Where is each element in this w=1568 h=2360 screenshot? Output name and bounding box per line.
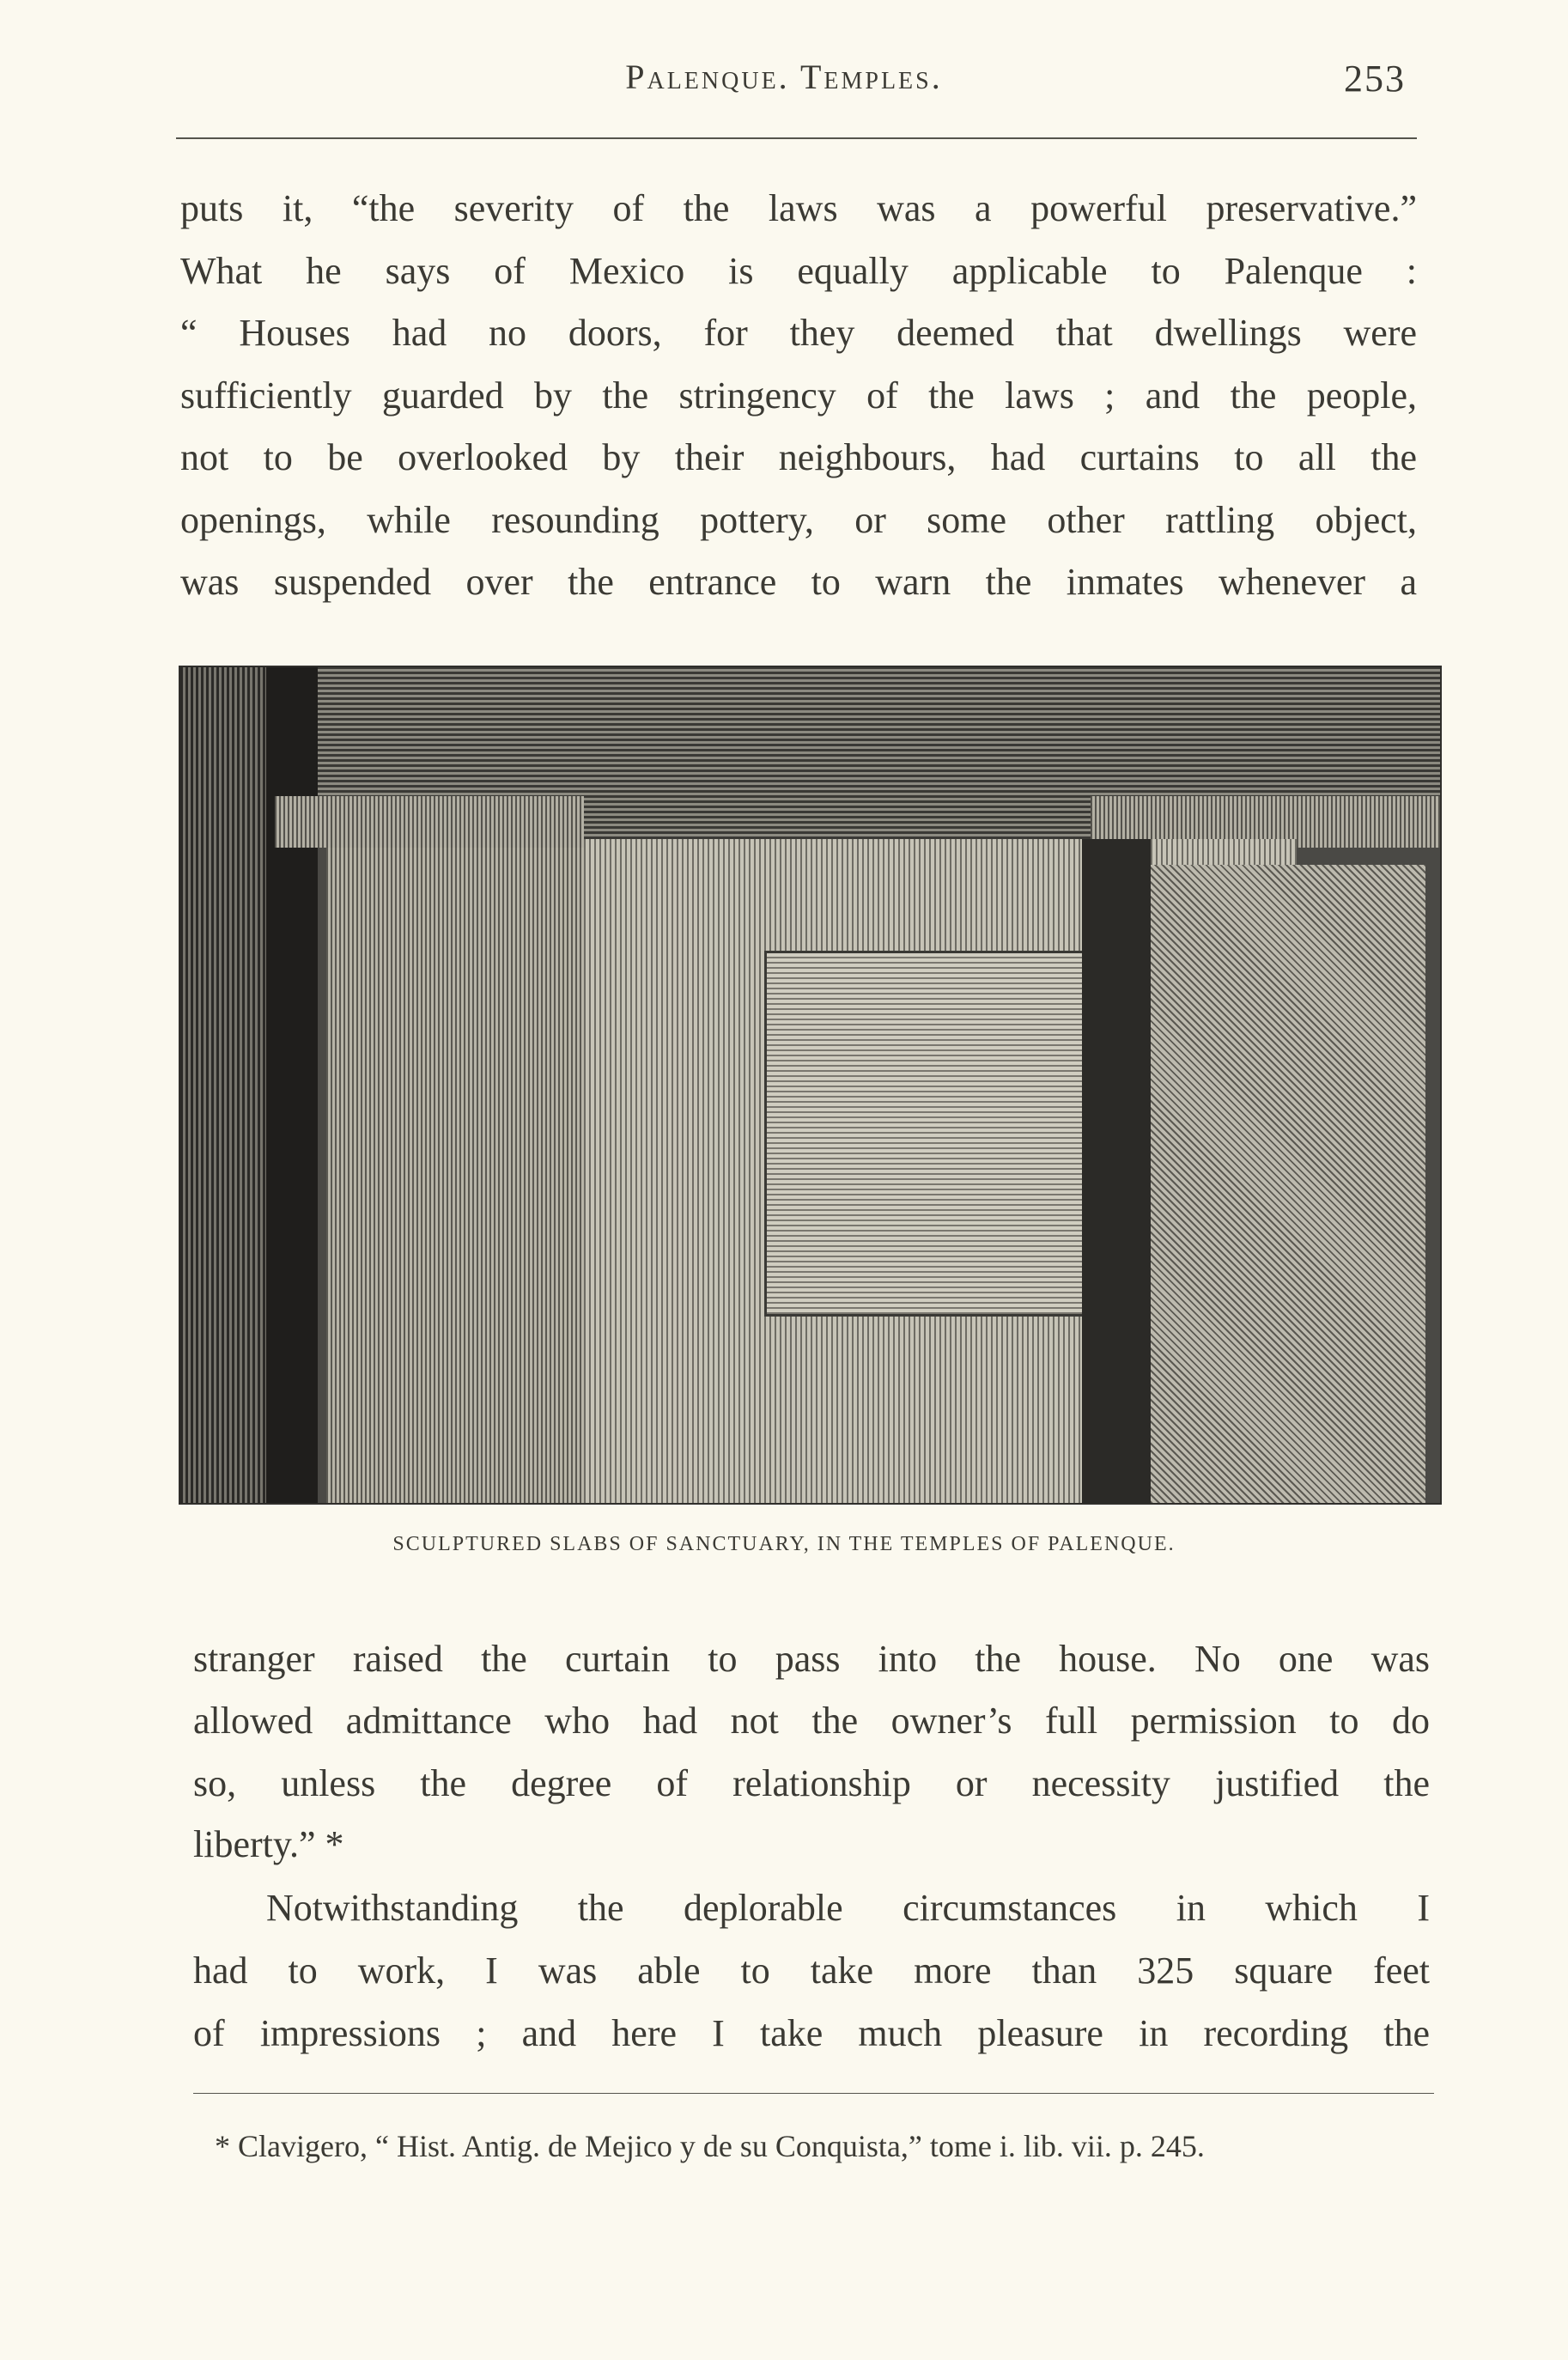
- text-line: was suspended over the entrance to warn the inmates whenever a: [180, 561, 1417, 603]
- text-line: so, unless the degree of relationship or necessity justified the: [193, 1762, 1430, 1804]
- text-line: sufficiently guarded by the stringency of the laws ; and the people,: [180, 374, 1417, 417]
- text-line: not to be overlooked by their neighbours, had curtains to all the: [180, 436, 1417, 478]
- page-number: 253: [1344, 58, 1406, 100]
- footnote: * Clavigero, “ Hist. Antig. de Mejico y de su Conquista,” tome i. lib. vii. p. 245.: [215, 2129, 1205, 2163]
- figure-caption: SCULPTURED SLABS OF SANCTUARY, IN THE TEMPLES OF PALENQUE.: [392, 1533, 1176, 1555]
- text-line: liberty.” *: [193, 1823, 344, 1865]
- text-line: allowed admittance who had not the owner’s full permission to do: [193, 1700, 1430, 1742]
- text-line: “ Houses had no doors, for they deemed that dwellings were: [180, 312, 1417, 354]
- sculptured-slab: [764, 951, 1130, 1317]
- text-line: of impressions ; and here I take much pleasure in recording the: [193, 2012, 1430, 2054]
- text-line: What he says of Mexico is equally applicable to Palenque :: [180, 250, 1417, 292]
- doorway-shadow: [1082, 839, 1151, 1503]
- running-title: Palenque. Temples.: [625, 58, 943, 96]
- pillar-shadow: [266, 667, 318, 1503]
- left-capital: [275, 796, 584, 848]
- text-line: openings, while resounding pottery, or some other rattling object,: [180, 499, 1417, 541]
- text-line: Notwithstanding the deplorable circumstances in which I: [266, 1887, 1430, 1929]
- header-rule: [176, 137, 1417, 139]
- text-line: stranger raised the curtain to pass into the house. No one was: [193, 1638, 1430, 1680]
- text-line: puts it, “the severity of the laws was a powerful preservative.”: [180, 187, 1417, 229]
- engraving-illustration: [179, 666, 1442, 1505]
- left-jamb: [326, 848, 584, 1503]
- footnote-rule: [193, 2093, 1434, 2094]
- text-line: had to work, I was able to take more than 325 square feet: [193, 1949, 1430, 1992]
- right-jamb: [1151, 865, 1425, 1503]
